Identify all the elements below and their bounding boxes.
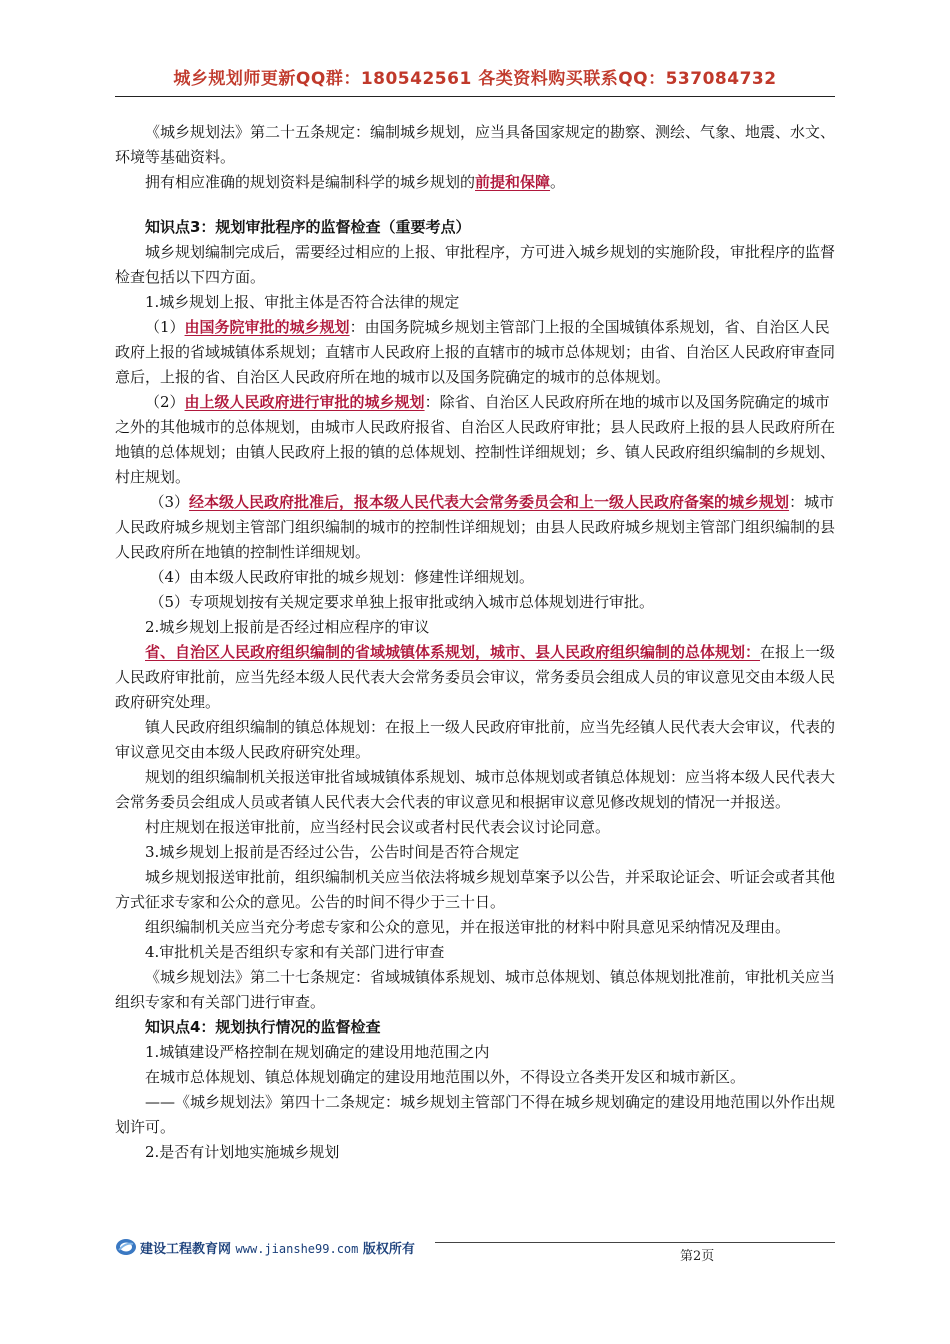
footer-url-link[interactable]: www.jianshe99.com xyxy=(235,1242,359,1256)
text-run: 在城市总体规划、镇总体规划确定的建设用地范围以外，不得设立各类开发区和城市新区。 xyxy=(145,1068,746,1086)
text-run: ：城市人民政府城乡规划主管部门组织编制的城市的控制性详细规划；由县人民政府城乡规划主管部门组织编制的县人民政府所在地镇的控制性详细规划。 xyxy=(115,493,836,561)
paragraph xyxy=(115,915,837,940)
text-run: 。 xyxy=(550,173,566,191)
section-heading xyxy=(115,1015,837,1040)
highlighted-text: 由上级人民政府进行审批的城乡规划 xyxy=(184,393,425,411)
footer-divider xyxy=(435,1242,835,1243)
paragraph xyxy=(115,715,837,765)
text-run: 1.城乡规划上报、审批主体是否符合法律的规定 xyxy=(145,293,460,311)
paragraph xyxy=(115,290,837,315)
text-run: 组织编制机关应当充分考虑专家和公众的意见，并在报送审批的材料中附具意见采纳情况及理由。 xyxy=(145,918,791,936)
text-run: 4.审批机关是否组织专家和有关部门进行审查 xyxy=(145,943,445,961)
text-run: ——《城乡规划法》第四十二条规定：城乡规划主管部门不得在城乡规划确定的建设用地范围以外作出规划许可。 xyxy=(115,1093,836,1136)
paragraph xyxy=(115,1140,837,1165)
text-run: （5）专项规划按有关规定要求单独上报审批或纳入城市总体规划进行审批。 xyxy=(149,593,655,611)
text-run: 规划的组织编制机关报送审批省域城镇体系规划、城市总体规划或者镇总体规划：应当将本级人民代表大会常务委员会组成人员或者镇人民代表大会代表的审议意见和根据审议意见修改规划的情况一并报送。 xyxy=(115,768,836,811)
highlighted-text: 省、自治区人民政府组织编制的省域城镇体系规划，城市、县人民政府组织编制的总体规划： xyxy=(145,643,761,661)
paragraph xyxy=(115,120,837,170)
footer-brand xyxy=(140,1238,415,1257)
text-run: 2.是否有计划地实施城乡规划 xyxy=(145,1143,340,1161)
paragraph xyxy=(115,865,837,915)
text-run: 镇人民政府组织编制的镇总体规划：在报上一级人民政府审批前，应当先经镇人民代表大会审议，代表的审议意见交由本级人民政府研究处理。 xyxy=(115,718,836,761)
text-run: 知识点4：规划执行情况的监督检查 xyxy=(145,1018,381,1036)
paragraph xyxy=(115,940,837,965)
paragraph xyxy=(115,170,837,195)
text-run: 1.城镇建设严格控制在规划确定的建设用地范围之内 xyxy=(145,1043,490,1061)
paragraph xyxy=(115,565,837,590)
text-run: 2.城乡规划上报前是否经过相应程序的审议 xyxy=(145,618,430,636)
jianshe-logo-icon xyxy=(115,1238,137,1256)
text-run: ：除省、自治区人民政府所在地的城市以及国务院确定的城市之外的其他城市的总体规划，由城市人民政府报省、自治区人民政府审批；县人民政府上报的县人民政府所在地镇的总体规划；由镇人民政府上报的镇的总体规划、控制性详细规划；乡、镇人民政府组织编制的乡规划、村庄规划。 xyxy=(115,393,836,486)
paragraph xyxy=(115,490,837,565)
paragraph xyxy=(115,590,837,615)
text-run: （1） xyxy=(145,318,185,336)
paragraph xyxy=(115,390,837,490)
page-number: 第2页 xyxy=(680,1249,715,1264)
text-run: （4）由本级人民政府审批的城乡规划：修建性详细规划。 xyxy=(149,568,535,586)
text-run: 《城乡规划法》第二十七条规定：省域城镇体系规划、城市总体规划、镇总体规划批准前，审批机关应当组织专家和有关部门进行审查。 xyxy=(115,968,836,1011)
section-heading xyxy=(115,215,837,240)
highlighted-text: 由国务院审批的城乡规划 xyxy=(184,318,350,336)
text-run: ：由国务院城乡规划主管部门上报的全国城镇体系规划，省、自治区人民政府上报的省域城镇体系规划；直辖市人民政府上报的直辖市的城市总体规划；由省、自治区人民政府审查同意后，上报的省、自治区人民政府所在地的城市以及国务院确定的城市的总体规划。 xyxy=(115,318,836,386)
paragraph xyxy=(115,640,837,715)
text-run: （2） xyxy=(145,393,185,411)
header-divider xyxy=(115,96,835,97)
text-run: 《城乡规划法》第二十五条规定：编制城乡规划，应当具备国家规定的勘察、测绘、气象、地震、水文、环境等基础资料。 xyxy=(115,123,836,166)
highlighted-text: 前提和保障 xyxy=(475,173,551,191)
text-run: 知识点3：规划审批程序的监督检查（重要考点） xyxy=(145,218,471,236)
text-run: 城乡规划编制完成后，需要经过相应的上报、审批程序，方可进入城乡规划的实施阶段，审批程序的监督检查包括以下四方面。 xyxy=(115,243,836,286)
text-run: 城乡规划报送审批前，组织编制机关应当依法将城乡规划草案予以公告，并采取论证会、听证会或者其他方式征求专家和公众的意见。公告的时间不得少于三十日。 xyxy=(115,868,836,911)
highlighted-text: 经本级人民政府批准后，报本级人民代表大会常务委员会和上一级人民政府备案的城乡规划 xyxy=(189,493,790,511)
paragraph xyxy=(115,815,837,840)
text-run: 3.城乡规划上报前是否经过公告，公告时间是否符合规定 xyxy=(145,843,520,861)
paragraph xyxy=(115,1040,837,1065)
text-run: 村庄规划在报送审批前，应当经村民会议或者村民代表会议讨论同意。 xyxy=(145,818,611,836)
paragraph xyxy=(115,840,837,865)
text-run: 在报上一级人民政府审批前，应当先经本级人民代表大会常务委员会审议，常务委员会组成人员的审议意见交由本级人民政府研究处理。 xyxy=(115,643,836,711)
paragraph xyxy=(115,965,837,1015)
paragraph xyxy=(115,315,837,390)
document-body xyxy=(115,120,837,1165)
footer-rights: 版权所有 xyxy=(362,1242,415,1257)
paragraph xyxy=(115,1090,837,1140)
paragraph xyxy=(115,765,837,815)
paragraph xyxy=(115,240,837,290)
text-run: （3） xyxy=(149,493,190,511)
paragraph xyxy=(115,1065,837,1090)
footer-brand-name: 建设工程教育网 xyxy=(140,1242,232,1257)
text-run: 拥有相应准确的规划资料是编制科学的城乡规划的 xyxy=(145,173,476,191)
header-banner: 城乡规划师更新QQ群：180542561 各类资料购买联系QQ：537084732 xyxy=(173,69,777,89)
paragraph xyxy=(115,615,837,640)
